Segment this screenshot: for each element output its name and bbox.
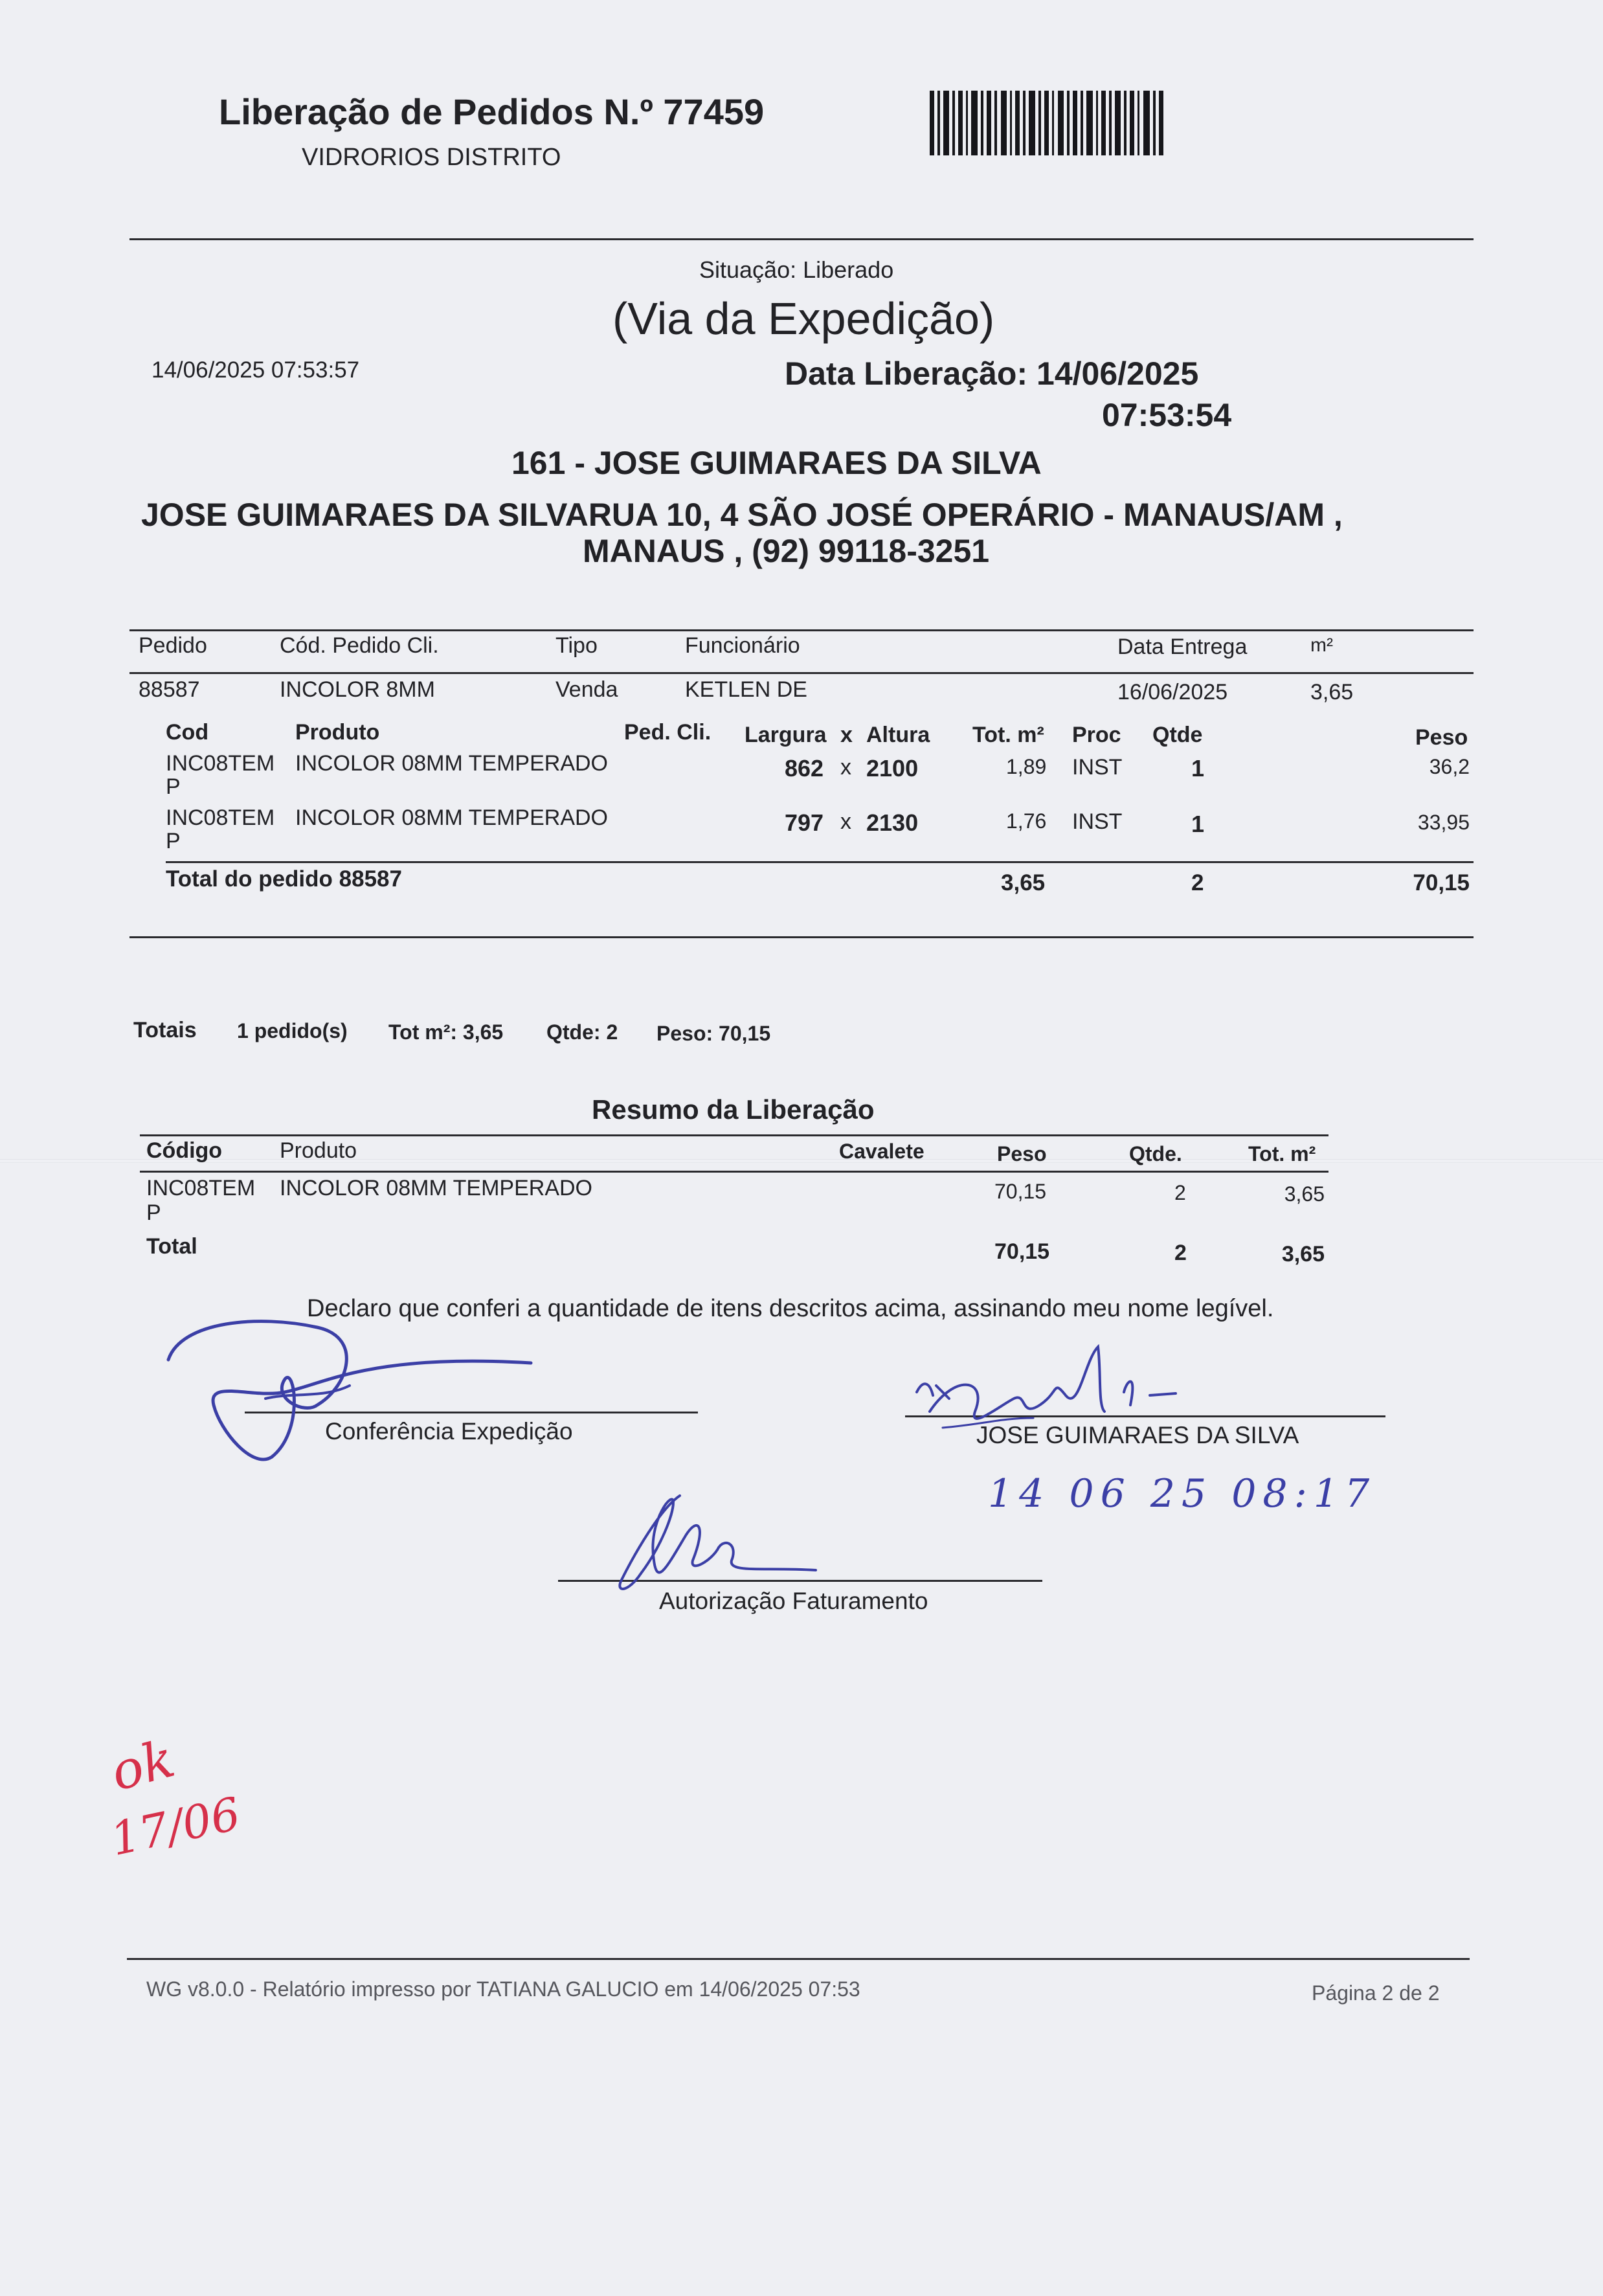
company-name: VIDRORIOS DISTRITO [302, 144, 561, 171]
item-cod-line1: INC08TEM [166, 751, 275, 776]
client-city-phone: MANAUS , (92) 99118-3251 [583, 533, 990, 569]
client-id-name: 161 - JOSE GUIMARAES DA SILVA [511, 445, 1042, 481]
footer-page-number: Página 2 de 2 [1312, 1981, 1440, 2005]
order-total-label: Total do pedido 88587 [166, 866, 402, 892]
summary-codigo-line1: INC08TEM [146, 1176, 256, 1200]
item-qtde: 1 [1191, 811, 1205, 837]
situacao-label: Situação: Liberado [699, 256, 894, 283]
item-largura: 797 [785, 809, 824, 836]
items-col-x: x [840, 723, 853, 747]
footer-line [127, 1958, 1470, 1960]
col-tipo: Tipo [555, 633, 598, 658]
items-col-qtde: Qtde [1152, 723, 1203, 747]
signature-cliente-ink [904, 1334, 1227, 1463]
signature-conferencia-ink [155, 1301, 544, 1476]
summary-col-qtde: Qtde. [1129, 1142, 1182, 1165]
col-data-entrega: Data Entrega [1117, 635, 1248, 659]
handwritten-date: 14 06 25 08:17 [988, 1471, 1376, 1516]
item-qtde: 1 [1191, 755, 1205, 782]
order-funcionario: KETLEN DE [685, 677, 807, 702]
signature-label-conferencia: Conferência Expedição [325, 1418, 573, 1445]
item-peso: 36,2 [1429, 755, 1470, 778]
items-col-ped-cli: Ped. Cli. [624, 720, 712, 745]
order-m2: 3,65 [1310, 680, 1354, 704]
col-cod-pedido-cli: Cód. Pedido Cli. [280, 633, 439, 658]
item-produto: INCOLOR 08MM TEMPERADO [295, 805, 609, 830]
summary-total-peso: 70,15 [994, 1239, 1050, 1264]
order-total-qtde: 2 [1191, 870, 1204, 895]
summary-col-produto: Produto [280, 1138, 357, 1163]
item-altura: 2130 [866, 809, 919, 836]
signature-label-cliente: JOSE GUIMARAES DA SILVA [976, 1422, 1299, 1448]
col-pedido: Pedido [139, 633, 207, 658]
order-cod-pedido-cli: INCOLOR 8MM [280, 677, 435, 702]
via-expedicao: (Via da Expedição) [612, 293, 995, 344]
totals-qtde: Qtde: 2 [546, 1020, 618, 1044]
items-col-proc: Proc [1072, 723, 1121, 747]
summary-total-qtde: 2 [1174, 1241, 1187, 1265]
summary-top-line [140, 1134, 1328, 1136]
item-cod-line2: P [166, 829, 181, 853]
declaration-text: Declaro que conferi a quantidade de itens descritos acima, assinando meu nome legível. [307, 1295, 1274, 1322]
summary-title: Resumo da Liberação [592, 1094, 875, 1125]
signature-autorizacao-ink [609, 1483, 855, 1612]
item-produto: INCOLOR 08MM TEMPERADO [295, 751, 609, 776]
item-x: x [840, 809, 851, 834]
summary-header-bottom-line [140, 1171, 1328, 1173]
printed-datetime: 14/06/2025 07:53:57 [151, 357, 360, 383]
order-total-peso: 70,15 [1413, 870, 1470, 895]
summary-peso: 70,15 [994, 1180, 1047, 1203]
item-tot-m2: 1,76 [1006, 809, 1047, 833]
order-total-m2: 3,65 [1001, 870, 1046, 895]
items-col-largura: Largura [745, 723, 827, 747]
signature-label-autorizacao: Autorização Faturamento [659, 1588, 928, 1614]
items-col-tot-m2: Tot. m² [972, 723, 1044, 747]
totals-label: Totais [133, 1018, 197, 1042]
totals-pedidos: 1 pedido(s) [237, 1019, 348, 1042]
item-cod-line2: P [166, 774, 181, 799]
summary-qtde: 2 [1174, 1181, 1186, 1204]
red-note-ok: ok [104, 1728, 181, 1803]
summary-produto: INCOLOR 08MM TEMPERADO [280, 1176, 593, 1200]
summary-tot-m2: 3,65 [1284, 1182, 1325, 1206]
barcode [930, 91, 1164, 155]
header-divider [129, 238, 1474, 240]
col-m2: m² [1310, 635, 1333, 656]
item-proc: INST [1072, 809, 1123, 834]
items-col-produto: Produto [295, 720, 380, 745]
order-header-top-line [129, 629, 1474, 631]
item-tot-m2: 1,89 [1006, 755, 1047, 778]
item-altura: 2100 [866, 755, 919, 782]
summary-col-codigo: Código [146, 1138, 223, 1163]
item-cod-line1: INC08TEM [166, 805, 275, 830]
summary-codigo-line2: P [146, 1200, 161, 1225]
order-section-bottom-line [129, 936, 1474, 938]
item-proc: INST [1072, 755, 1123, 780]
item-x: x [840, 755, 851, 780]
client-address: JOSE GUIMARAES DA SILVARUA 10, 4 SÃO JOSÉ OPERÁRIO - MANAUS/AM , [141, 497, 1343, 533]
summary-col-tot-m2: Tot. m² [1248, 1142, 1316, 1165]
summary-col-peso: Peso [997, 1142, 1047, 1165]
hora-liberacao: 07:53:54 [1102, 397, 1232, 433]
summary-total-label: Total [146, 1234, 197, 1259]
summary-col-cavalete: Cavalete [839, 1140, 925, 1163]
document-title: Liberação de Pedidos N.º 77459 [219, 91, 765, 132]
items-col-peso: Peso [1415, 725, 1468, 750]
totals-peso: Peso: 70,15 [656, 1022, 771, 1045]
red-note-date: 17/06 [106, 1786, 245, 1867]
item-peso: 33,95 [1417, 811, 1470, 834]
order-data-entrega: 16/06/2025 [1117, 680, 1228, 704]
col-funcionario: Funcionário [685, 633, 800, 658]
order-pedido: 88587 [139, 677, 200, 702]
order-total-line [166, 861, 1474, 863]
totals-m2: Tot m²: 3,65 [388, 1020, 504, 1044]
order-tipo: Venda [555, 677, 618, 702]
order-header-bottom-line [129, 672, 1474, 674]
items-col-cod: Cod [166, 720, 209, 745]
items-col-altura: Altura [866, 723, 930, 747]
paper-fold-crease [0, 1159, 1603, 1163]
footer-print-info: WG v8.0.0 - Relatório impresso por TATIANA GALUCIO em 14/06/2025 07:53 [146, 1977, 860, 2001]
summary-total-tot-m2: 3,65 [1281, 1242, 1325, 1266]
item-largura: 862 [785, 755, 824, 782]
data-liberacao: Data Liberação: 14/06/2025 [785, 355, 1199, 392]
